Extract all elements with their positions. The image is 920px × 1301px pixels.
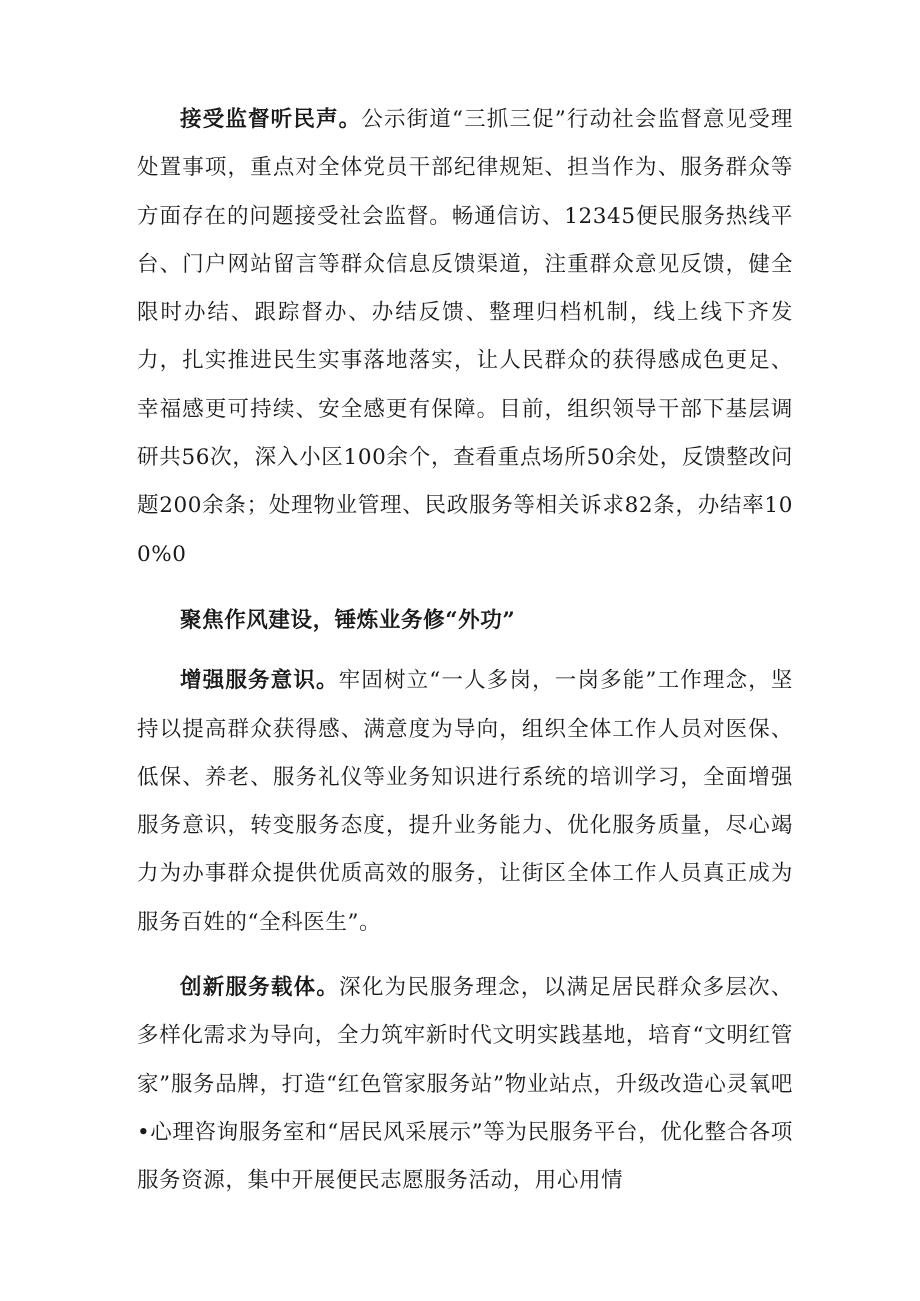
paragraph-body: 深化为民服务理念，以满足居民群众多层次、多样化需求为导向，全力筑牢新时代文明实践基地，培育“文明红管家”服务品牌，打造“红色管家服务站”物业站点，升级改造心灵氧吧•心理咨询服务室和“居民风采展示”等为民服务平台，优化整合各项服务资源，集中开展便民志愿服务活动，用心用情	[137, 975, 793, 1194]
paragraph-lead: 增强服务意识。	[180, 668, 339, 694]
paragraph-lead: 创新服务载体。	[180, 975, 340, 1001]
document-page	[137, 96, 793, 1206]
paragraph-supervision	[137, 96, 793, 579]
paragraph-lead: 接受监督听民声。	[180, 107, 362, 132]
paragraph-body: 公示街道“三抓三促”行动社会监督意见受理处置事项，重点对全体党员干部纪律规矩、担当作为、服务群众等方面存在的问题接受社会监督。畅通信访、12345便民服务热线平台、门户网站留言等群众信息反馈渠道，注重群众意见反馈，健全限时办结、跟踪督办、办结反馈、整理归档机制，线上线下齐发力，扎实推进民生实事落地落实，让人民群众的获得感成色更足、幸福感更可持续、安全感更有保障。目前，组织领导干部下基层调研共56次，深入小区100余个，查看重点场所50余处，反馈整改问题200余条；处理物业管理、民政服务等相关诉求82条，办结率100%0	[137, 107, 793, 567]
section-heading: 聚焦作风建设，锤炼业务修“外功”	[180, 607, 516, 633]
paragraph-service-awareness	[137, 657, 793, 947]
paragraph-body: 牢固树立“一人多岗，一岗多能”工作理念，坚持以提高群众获得感、满意度为导向，组织全体工作人员对医保、低保、养老、服务礼仪等业务知识进行系统的培训学习，全面增强服务意识，转变服务态度，提升业务能力、优化服务质量，尽心竭力为办事群众提供优质高效的服务，让街区全体工作人员真正成为服务百姓的“全科医生”。	[137, 668, 794, 935]
paragraph-service-carrier	[137, 964, 793, 1205]
